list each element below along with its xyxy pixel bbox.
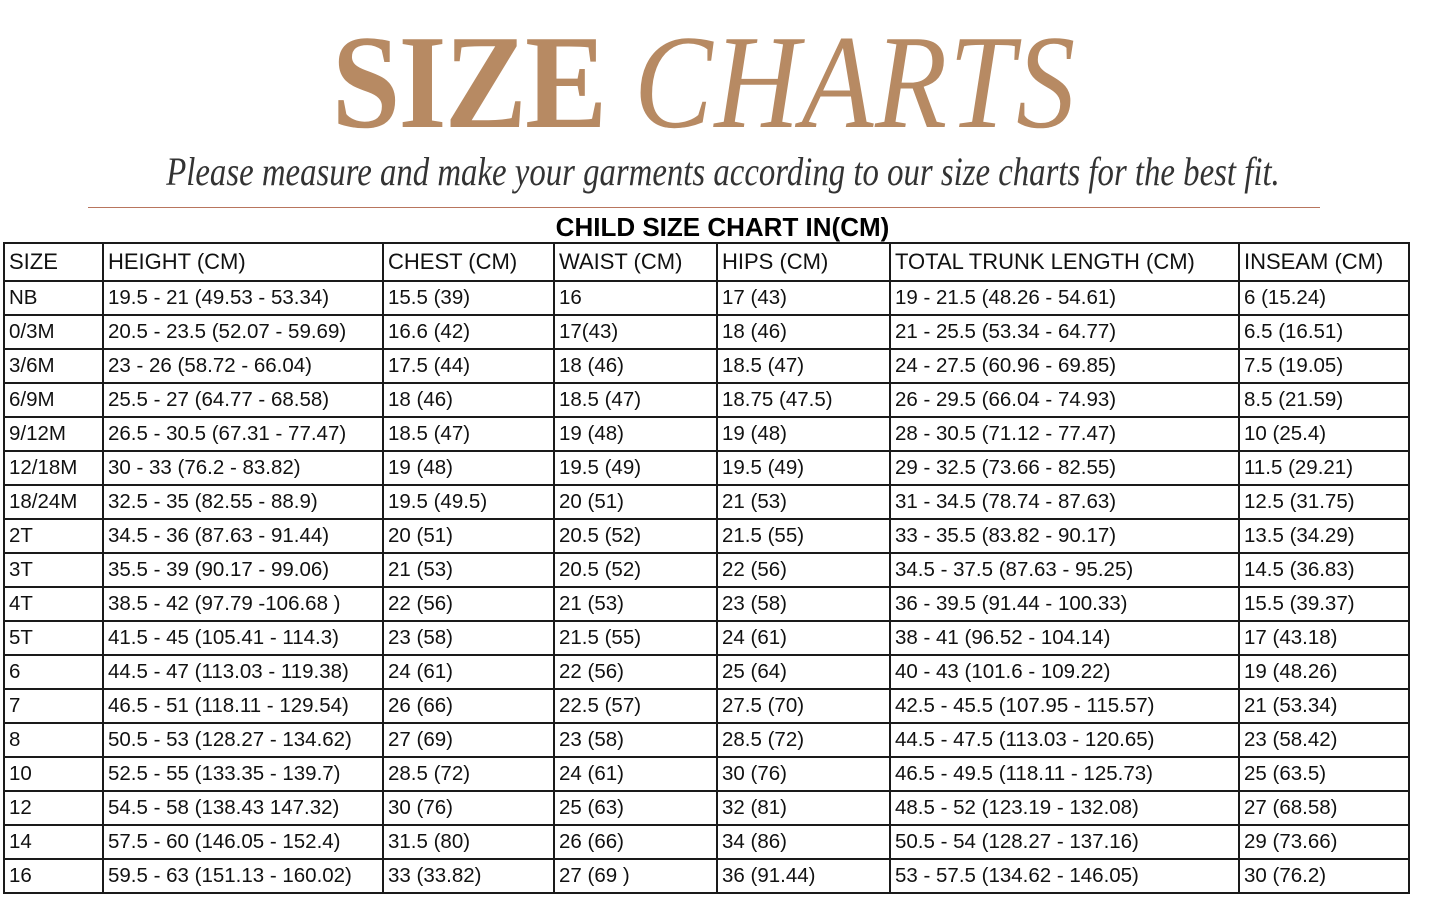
table-cell: 29 (73.66)	[1239, 825, 1409, 859]
table-cell: 20.5 - 23.5 (52.07 - 59.69)	[103, 315, 383, 349]
table-cell: 12	[4, 791, 103, 825]
column-header: TOTAL TRUNK LENGTH (CM)	[890, 243, 1239, 281]
table-cell: 44.5 - 47 (113.03 - 119.38)	[103, 655, 383, 689]
table-cell: 16	[554, 281, 717, 315]
table-cell: 6	[4, 655, 103, 689]
title-charts-word: CHARTS	[633, 8, 1077, 156]
table-row	[4, 757, 1409, 791]
table-cell: 25 (63)	[554, 791, 717, 825]
table-cell: 4T	[4, 587, 103, 621]
table-row	[4, 689, 1409, 723]
subtitle-text: Please measure and make your garments according to our size charts for the best fit.	[165, 149, 1280, 194]
table-body	[4, 281, 1409, 893]
table-cell: 9/12M	[4, 417, 103, 451]
table-row	[4, 825, 1409, 859]
chart-heading	[0, 210, 1445, 244]
table-row	[4, 723, 1409, 757]
table-cell: 0/3M	[4, 315, 103, 349]
table-row	[4, 621, 1409, 655]
table-cell: 19.5 (49)	[717, 451, 890, 485]
table-cell: 32.5 - 35 (82.55 - 88.9)	[103, 485, 383, 519]
table-cell: 25 (64)	[717, 655, 890, 689]
table-cell: 19 - 21.5 (48.26 - 54.61)	[890, 281, 1239, 315]
table-cell: 50.5 - 53 (128.27 - 134.62)	[103, 723, 383, 757]
table-row	[4, 451, 1409, 485]
table-cell: 19 (48)	[717, 417, 890, 451]
chart-heading-text: CHILD SIZE CHART IN(CM)	[555, 212, 890, 242]
table-cell: 20 (51)	[383, 519, 554, 553]
table-cell: 10	[4, 757, 103, 791]
title-size-word: SIZE	[331, 8, 606, 156]
table-cell: 16	[4, 859, 103, 893]
table-cell: 17 (43.18)	[1239, 621, 1409, 655]
table-cell: 53 - 57.5 (134.62 - 146.05)	[890, 859, 1239, 893]
table-cell: 44.5 - 47.5 (113.03 - 120.65)	[890, 723, 1239, 757]
table-row	[4, 587, 1409, 621]
table-cell: 28 - 30.5 (71.12 - 77.47)	[890, 417, 1239, 451]
table-cell: 34.5 - 37.5 (87.63 - 95.25)	[890, 553, 1239, 587]
column-header: HIPS (CM)	[717, 243, 890, 281]
table-cell: 21.5 (55)	[554, 621, 717, 655]
table-cell: 6 (15.24)	[1239, 281, 1409, 315]
table-cell: 34.5 - 36 (87.63 - 91.44)	[103, 519, 383, 553]
table-cell: 21 - 25.5 (53.34 - 64.77)	[890, 315, 1239, 349]
table-cell: 18/24M	[4, 485, 103, 519]
table-cell: 17.5 (44)	[383, 349, 554, 383]
divider	[88, 207, 1320, 208]
column-header: CHEST (CM)	[383, 243, 554, 281]
table-cell: 16.6 (42)	[383, 315, 554, 349]
table-cell: 28.5 (72)	[383, 757, 554, 791]
size-chart-table	[3, 242, 1410, 894]
table-cell: 41.5 - 45 (105.41 - 114.3)	[103, 621, 383, 655]
table-cell: 27.5 (70)	[717, 689, 890, 723]
table-cell: 7	[4, 689, 103, 723]
table-cell: 19.5 (49)	[554, 451, 717, 485]
table-row	[4, 417, 1409, 451]
table-cell: 18.5 (47)	[717, 349, 890, 383]
table-cell: 38.5 - 42 (97.79 -106.68 )	[103, 587, 383, 621]
table-cell: 26 (66)	[383, 689, 554, 723]
table-cell: 30 (76)	[383, 791, 554, 825]
table-row	[4, 485, 1409, 519]
table-cell: 31 - 34.5 (78.74 - 87.63)	[890, 485, 1239, 519]
column-header: WAIST (CM)	[554, 243, 717, 281]
table-cell: 17(43)	[554, 315, 717, 349]
table-cell: 29 - 32.5 (73.66 - 82.55)	[890, 451, 1239, 485]
table-cell: 22 (56)	[717, 553, 890, 587]
table-cell: 11.5 (29.21)	[1239, 451, 1409, 485]
table-cell: 21 (53)	[717, 485, 890, 519]
table-cell: 8	[4, 723, 103, 757]
table-cell: 6/9M	[4, 383, 103, 417]
table-cell: 30 (76.2)	[1239, 859, 1409, 893]
table-cell: 19 (48)	[554, 417, 717, 451]
table-cell: 30 (76)	[717, 757, 890, 791]
table-cell: 14.5 (36.83)	[1239, 553, 1409, 587]
table-cell: 18.5 (47)	[383, 417, 554, 451]
column-header: SIZE	[4, 243, 103, 281]
table-row	[4, 519, 1409, 553]
table-row	[4, 553, 1409, 587]
table-cell: 35.5 - 39 (90.17 - 99.06)	[103, 553, 383, 587]
table-row	[4, 859, 1409, 893]
table-cell: 14	[4, 825, 103, 859]
column-header: HEIGHT (CM)	[103, 243, 383, 281]
page-title	[0, 8, 1445, 156]
table-cell: 10 (25.4)	[1239, 417, 1409, 451]
table-cell: 23 (58.42)	[1239, 723, 1409, 757]
table-row	[4, 791, 1409, 825]
table-cell: 15.5 (39)	[383, 281, 554, 315]
table-cell: 21 (53)	[383, 553, 554, 587]
table-row	[4, 383, 1409, 417]
table-row	[4, 281, 1409, 315]
table-cell: 42.5 - 45.5 (107.95 - 115.57)	[890, 689, 1239, 723]
table-cell: 12.5 (31.75)	[1239, 485, 1409, 519]
table-cell: 19 (48)	[383, 451, 554, 485]
table-cell: 6.5 (16.51)	[1239, 315, 1409, 349]
table-cell: 20 (51)	[554, 485, 717, 519]
table-cell: 7.5 (19.05)	[1239, 349, 1409, 383]
table-cell: 23 (58)	[554, 723, 717, 757]
table-cell: 27 (69 )	[554, 859, 717, 893]
table-cell: 22 (56)	[554, 655, 717, 689]
table-cell: 32 (81)	[717, 791, 890, 825]
subtitle	[0, 148, 1445, 196]
table-cell: 8.5 (21.59)	[1239, 383, 1409, 417]
table-cell: 23 - 26 (58.72 - 66.04)	[103, 349, 383, 383]
table-cell: NB	[4, 281, 103, 315]
column-header: INSEAM (CM)	[1239, 243, 1409, 281]
table-cell: 57.5 - 60 (146.05 - 152.4)	[103, 825, 383, 859]
table-cell: 24 (61)	[717, 621, 890, 655]
table-header-row	[4, 243, 1409, 281]
table-cell: 40 - 43 (101.6 - 109.22)	[890, 655, 1239, 689]
table-row	[4, 315, 1409, 349]
table-cell: 23 (58)	[717, 587, 890, 621]
table-cell: 22 (56)	[383, 587, 554, 621]
table-cell: 25 (63.5)	[1239, 757, 1409, 791]
table-cell: 24 (61)	[383, 655, 554, 689]
table-cell: 33 (33.82)	[383, 859, 554, 893]
table-cell: 24 (61)	[554, 757, 717, 791]
table-cell: 48.5 - 52 (123.19 - 132.08)	[890, 791, 1239, 825]
table-cell: 46.5 - 49.5 (118.11 - 125.73)	[890, 757, 1239, 791]
table-cell: 18 (46)	[383, 383, 554, 417]
table-cell: 18 (46)	[717, 315, 890, 349]
table-cell: 18.75 (47.5)	[717, 383, 890, 417]
table-cell: 19.5 (49.5)	[383, 485, 554, 519]
table-cell: 26 (66)	[554, 825, 717, 859]
table-cell: 59.5 - 63 (151.13 - 160.02)	[103, 859, 383, 893]
table-cell: 13.5 (34.29)	[1239, 519, 1409, 553]
table-cell: 20.5 (52)	[554, 519, 717, 553]
table-cell: 21.5 (55)	[717, 519, 890, 553]
table-cell: 18.5 (47)	[554, 383, 717, 417]
table-cell: 34 (86)	[717, 825, 890, 859]
table-cell: 21 (53)	[554, 587, 717, 621]
table-cell: 36 (91.44)	[717, 859, 890, 893]
table-cell: 36 - 39.5 (91.44 - 100.33)	[890, 587, 1239, 621]
table-cell: 25.5 - 27 (64.77 - 68.58)	[103, 383, 383, 417]
table-cell: 28.5 (72)	[717, 723, 890, 757]
table-cell: 54.5 - 58 (138.43 147.32)	[103, 791, 383, 825]
table-cell: 52.5 - 55 (133.35 - 139.7)	[103, 757, 383, 791]
table-cell: 33 - 35.5 (83.82 - 90.17)	[890, 519, 1239, 553]
table-cell: 15.5 (39.37)	[1239, 587, 1409, 621]
table-cell: 50.5 - 54 (128.27 - 137.16)	[890, 825, 1239, 859]
table-cell: 5T	[4, 621, 103, 655]
table-cell: 19 (48.26)	[1239, 655, 1409, 689]
table-cell: 23 (58)	[383, 621, 554, 655]
table-cell: 24 - 27.5 (60.96 - 69.85)	[890, 349, 1239, 383]
table-cell: 12/18M	[4, 451, 103, 485]
table-cell: 46.5 - 51 (118.11 - 129.54)	[103, 689, 383, 723]
table-cell: 27 (68.58)	[1239, 791, 1409, 825]
table-row	[4, 349, 1409, 383]
table-cell: 26.5 - 30.5 (67.31 - 77.47)	[103, 417, 383, 451]
table-cell: 17 (43)	[717, 281, 890, 315]
table-cell: 27 (69)	[383, 723, 554, 757]
table-cell: 31.5 (80)	[383, 825, 554, 859]
table-row	[4, 655, 1409, 689]
table-cell: 18 (46)	[554, 349, 717, 383]
table-cell: 22.5 (57)	[554, 689, 717, 723]
table-cell: 30 - 33 (76.2 - 83.82)	[103, 451, 383, 485]
table-cell: 2T	[4, 519, 103, 553]
table-cell: 3/6M	[4, 349, 103, 383]
table-cell: 38 - 41 (96.52 - 104.14)	[890, 621, 1239, 655]
table-cell: 20.5 (52)	[554, 553, 717, 587]
table-cell: 3T	[4, 553, 103, 587]
table-cell: 21 (53.34)	[1239, 689, 1409, 723]
table-cell: 26 - 29.5 (66.04 - 74.93)	[890, 383, 1239, 417]
table-cell: 19.5 - 21 (49.53 - 53.34)	[103, 281, 383, 315]
